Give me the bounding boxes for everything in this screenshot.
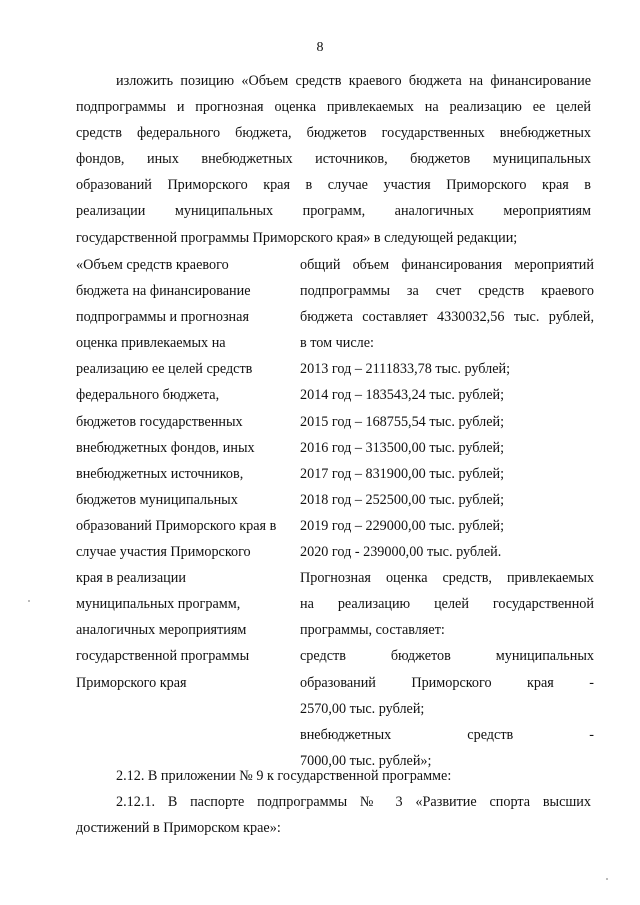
table-left-line: оценка привлекаемых на: [76, 335, 226, 352]
tail-line: достижений в Приморском крае»:: [76, 820, 281, 837]
table-left-line: подпрограммы и прогнозная: [76, 309, 249, 326]
intro-line: реализации муниципальных программ, аналогичных мероприятиям: [76, 203, 591, 220]
tail-line: 2.12. В приложении № 9 к государственной программе:: [116, 768, 452, 784]
page-number: 8: [316, 40, 324, 55]
table-left-line: бюджетов муниципальных: [76, 491, 238, 508]
table-left-line: бюджета на финансирование: [76, 283, 251, 300]
table-right-line: 2018 год – 252500,00 тыс. рублей;: [300, 491, 505, 508]
intro-line: средств федерального бюджета, бюджетов государственных внебюджетных: [76, 125, 591, 142]
tail-paragraphs: [76, 763, 591, 841]
table-right-line: Прогнозная оценка средств, привлекаемых: [300, 570, 594, 587]
intro-line: подпрограммы и прогнозная оценка привлекаемых на реализацию ее целей: [76, 99, 591, 116]
scan-speck: [606, 878, 608, 880]
table-right-line: внебюджетных средств -: [300, 726, 594, 743]
table-left-line: случае участия Приморского: [76, 544, 251, 561]
intro-line: образований Приморского края в случае участия Приморского края в: [76, 177, 591, 194]
scan-speck: [28, 600, 30, 602]
table-left-column: [76, 252, 291, 696]
table-right-line: средств бюджетов муниципальных: [300, 648, 594, 665]
table-right-column: [300, 252, 594, 774]
table-right-line: 2013 год – 2111833,78 тыс. рублей;: [300, 361, 511, 378]
table-right-line: 2570,00 тыс. рублей;: [300, 700, 425, 717]
table-right-line: образований Приморского края -: [300, 674, 594, 691]
table-right-line: 2015 год – 168755,54 тыс. рублей;: [300, 413, 505, 430]
table-left-line: государственной программы: [76, 648, 250, 665]
table-left-line: аналогичных мероприятиям: [76, 622, 247, 639]
table-left-line: образований Приморского края в: [76, 517, 277, 534]
table-left-line: реализацию ее целей средств: [76, 361, 253, 378]
intro-paragraph: [76, 68, 591, 251]
table-right-line: 2014 год – 183543,24 тыс. рублей;: [300, 387, 505, 404]
table-right-line: на реализацию целей государственной: [300, 596, 594, 613]
tail-line: 2.12.1. В паспорте подпрограммы № 3 «Развитие спорта высших: [116, 794, 591, 811]
table-left-line: внебюджетных источников,: [76, 465, 244, 482]
table-left-line: федерального бюджета,: [76, 387, 220, 404]
table-right-line: 7000,00 тыс. рублей»;: [300, 752, 432, 769]
table-right-line: программы, составляет:: [300, 622, 445, 639]
table-right-line: бюджета составляет 4330032,56 тыс. рублей,: [300, 309, 594, 326]
intro-line: изложить позицию «Объем средств краевого бюджета на финансирование: [116, 73, 591, 89]
table-left-line: муниципальных программ,: [76, 596, 241, 613]
table-right-line: подпрограммы за счет средств краевого: [300, 283, 594, 300]
table-left-line: края в реализации: [76, 570, 186, 587]
table-left-line: внебюджетных фондов, иных: [76, 439, 255, 456]
table-left-line: бюджетов государственных: [76, 413, 243, 430]
intro-line: государственной программы Приморского края» в следующей редакции;: [76, 229, 518, 246]
table-left-line: «Объем средств краевого: [76, 257, 229, 273]
intro-line: фондов, иных внебюджетных источников, бюджетов муниципальных: [76, 151, 591, 168]
table-left-line: Приморского края: [76, 674, 187, 691]
table-right-line: 2016 год – 313500,00 тыс. рублей;: [300, 439, 505, 456]
table-right-line: в том числе:: [300, 335, 374, 352]
table-right-line: общий объем финансирования мероприятий: [300, 257, 594, 273]
table-right-line: 2019 год – 229000,00 тыс. рублей;: [300, 517, 505, 534]
table-right-line: 2017 год – 831900,00 тыс. рублей;: [300, 465, 505, 482]
table-right-line: 2020 год - 239000,00 тыс. рублей.: [300, 544, 502, 561]
